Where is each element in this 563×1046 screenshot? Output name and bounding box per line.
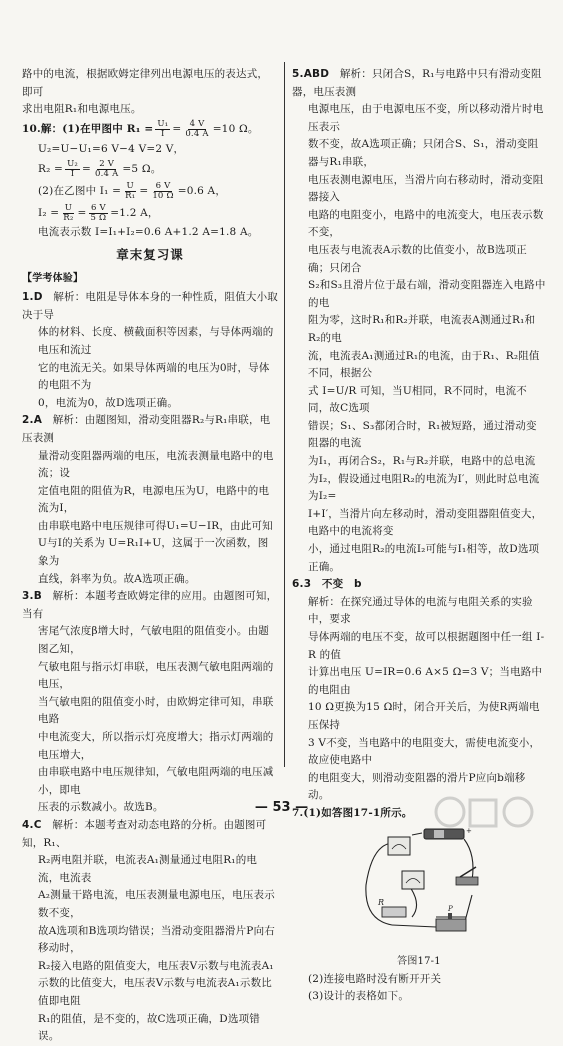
right-answer-line: 阻为零，这时R₁和R₂并联，电流表A测通过R₁和R₂的电 xyxy=(308,314,536,344)
right-answer-item xyxy=(292,576,546,805)
right-answer-number: 6.3 不变 b xyxy=(292,578,362,591)
right-answer-line xyxy=(292,576,546,594)
left-answer-item xyxy=(22,588,278,817)
left-answer-line: 由串联电路中电压规律可得U₁=U−IR，由此可知 xyxy=(38,519,273,532)
q10-r1-equation: 10.解：(1)在甲图中 R₁ = $\frac{\text{U₁}}{I}$ = $\frac{4 V}{0.4 A}$ =10 Ω。 xyxy=(22,119,259,140)
left-answer-line: 由串联电路中电压规律知，气敏电阻两端的电压减小，即电 xyxy=(38,766,274,796)
left-answer-line: 它的电流无关。如果导体两端的电压为0时，导体的电阻不为 xyxy=(38,361,270,392)
left-answer-item xyxy=(22,412,278,588)
right-column xyxy=(292,66,546,1006)
circuit-diagram xyxy=(352,825,482,945)
voltmeter-icon xyxy=(388,837,410,855)
circuit-wire-bottom xyxy=(392,925,436,927)
left-answer-line: 气敏电阻与指示灯串联，电压表测气敏电阻两端的电压， xyxy=(38,660,274,691)
left-answer-number: 4.C xyxy=(22,818,53,831)
left-answer-line: 2.A 解析：由题图知，滑动变阻器R₂与R₁串联，电压表测 xyxy=(22,414,271,444)
intro-line-1: 路中的电流，根据欧姆定律列出电源电压的表达式，即可 xyxy=(22,68,269,98)
right-answer-line: 数不变，故A选项正确；只闭合S、S₁，滑动变阻器与R₁串联， xyxy=(308,138,539,168)
svg-text:+: + xyxy=(466,826,473,835)
right-answer-line: 为I₁，再闭合S₂，R₁与R₂并联，电路中的总电流 xyxy=(308,455,536,468)
q10-i1-equation: (2)在乙图中 I₁ = $\frac{U}{\text{R₁}}$ = $\frac{6 V}{10 \Omega}$ =0.6 A， xyxy=(38,180,227,201)
right-answer-line: 计算出电压 U=IR=0.6 A×5 Ω=3 V；当电路中的电阻由 xyxy=(308,666,543,696)
rheostat-icon xyxy=(436,905,466,931)
section-heading: 【学考体验】 xyxy=(22,272,84,284)
left-answer-number: 2.A xyxy=(22,414,53,427)
q10-i2-equation: I₂ = $\frac{U}{\text{R₂}}$ = $\frac{6 V}{5 \Omega}$ =1.2 A， xyxy=(38,202,159,223)
left-answer-line: 0，电流为0，故D选项正确。 xyxy=(38,396,179,409)
right-answer-line: 10 Ω更换为15 Ω时，闭合开关后，为使R两端电压保持 xyxy=(308,701,540,731)
circuit-wire-top xyxy=(412,833,422,835)
right-answer-line: 电源电压，由于电源电压不变，所以移动滑片时电压表示 xyxy=(308,103,544,133)
right-answer-line: 电压表与电流表A示数的比值变小，故B选项正确；只闭合 xyxy=(308,243,527,274)
left-column xyxy=(22,66,278,1046)
right-answer-line: 错误；S₁、S₃都闭合时，R₁被短路，通过滑动变阻器的电流 xyxy=(308,419,537,450)
resistor-icon xyxy=(377,898,406,917)
right-answer-line: 式 I=U/R 可知，当U相同，R不同时，电流不同，故C选项 xyxy=(308,384,527,415)
left-answer-number: 1.D xyxy=(22,291,54,304)
left-answer-line: 直线，斜率为负。故A选项正确。 xyxy=(38,572,196,585)
circuit-wire-middle xyxy=(410,887,417,917)
intro-line-2: 求出电阻R₁和电源电压。 xyxy=(22,103,142,116)
right-answer-line: 电压表测电源电压，当滑片向右移动时，滑动变阻器接入 xyxy=(308,173,544,204)
left-answer-line: R₁的阻值，是不变的，故C选项正确，D选项错误。 xyxy=(38,1012,260,1043)
left-answer-item xyxy=(22,289,278,412)
left-answer-line: 体的材料、长度、横截面积等因素，与导体两端的电压和流过 xyxy=(38,326,274,356)
left-answer-line: R₂两电阻并联，电流表A₁测量通过电阻R₁的电流，电流表 xyxy=(38,854,258,884)
right-answer-line: 导体两端的电压不变，故可以根据题图中任一组 I-R 的值 xyxy=(308,631,545,661)
left-answer-line: 定值电阻的阻值为R，电源电压为U，电路中的电流为I， xyxy=(38,484,270,515)
right-answer-list xyxy=(292,66,546,805)
left-answer-line: R₂接入电路的阻值变大，电压表V示数与电流表A₁ xyxy=(38,959,274,972)
left-answer-list xyxy=(22,289,278,1046)
q10-r1-fraction: $\frac{\text{U₁}}{I}$ xyxy=(157,119,169,140)
left-answer-line: 故A选项和B选项均错误；当滑动变阻器滑片P向右移动时， xyxy=(38,924,275,955)
right-answer-line: I+I′，当滑片向左移动时，滑动变阻器阻值变大，电路中的电流将变 xyxy=(308,507,543,538)
switch-icon xyxy=(456,867,478,885)
figure-caption: 答图17-1 xyxy=(397,956,441,968)
right-answer-line: 流，电流表A₁测通过R₁的电流，由于R₁、R₂阻值不同，根据公 xyxy=(308,349,540,380)
right-answer-line: 3 V不变，当电路中的电阻变大，需使电流变小，故应使电路中 xyxy=(308,736,541,767)
page-number: — 53 — xyxy=(254,800,309,815)
right-answer-line: 小，通过电阻R₂的电流I₂可能与I₁相等，故D选项正确。 xyxy=(308,543,540,573)
q7-part-3: (3)设计的表格如下。 xyxy=(308,990,410,1003)
chapter-title: 章末复习课 xyxy=(116,246,184,262)
left-answer-line: 压表的示数减小。故选B。 xyxy=(38,801,164,814)
left-answer-line: 中电流变大，所以指示灯亮度增大；指示灯两端的电压增大， xyxy=(38,731,274,761)
left-answer-line: 当气敏电阻的阻值变小时，由欧姆定律可知，串联电路 xyxy=(38,695,274,726)
right-answer-line: 电路的电阻变小，电路中的电流变大，电压表示数不变， xyxy=(308,208,544,239)
q7-head: 7.(1)如答图17-1所示。 xyxy=(292,806,413,819)
q10-r2-equation: R₂ = $\frac{\text{U₂}}{I}$ = $\frac{2 V}{0.4 A}$ =5 Ω。 xyxy=(38,158,162,179)
left-answer-line: 量滑动变阻器两端的电压，电流表测量电路中的电流；设 xyxy=(38,449,274,480)
right-answer-line: 解析：在探究通过导体的电流与电阻关系的实验中，要求 xyxy=(308,595,533,626)
svg-text:R: R xyxy=(378,897,385,907)
left-answer-line: 3.B 解析：本题考查欧姆定律的应用。由题图可知，当有 xyxy=(22,590,278,620)
left-answer-line: 4.C 解析：本题考查对动态电路的分析。由题图可知，R₁、 xyxy=(22,818,267,849)
right-answer-line: 为I₂，假设通过电阻R₂的电流为I′，则此时总电流为I₂= xyxy=(308,472,540,503)
column-divider xyxy=(284,62,285,767)
left-answer-number: 3.B xyxy=(22,590,53,603)
right-answer-line: 的电阻变大，则滑动变阻器的滑片P应向b端移动。 xyxy=(308,771,526,802)
q10-head: 10.解：(1)在甲图中 R₁ = xyxy=(22,122,154,135)
left-answer-line: 1.D 解析：电阻是导体本身的一种性质，阻值大小取决于导 xyxy=(22,291,279,321)
q7-part-2: (2)连接电路时没有断开开关 xyxy=(308,972,442,985)
q10-u2: U₂=U−U₁=6 V−4 V=2 V， xyxy=(38,142,185,155)
left-answer-line: 示数的比值变大，电压表V示数与电流表A₁示数比值即电阻 xyxy=(38,977,272,1007)
right-answer-line: S₂和S₃且滑片位于最右端，滑动变阻器连入电路中的电 xyxy=(308,279,546,309)
left-answer-line: A₂测量干路电流，电压表测量电源电压，电压表示数不变， xyxy=(38,889,275,919)
right-answer-item xyxy=(292,66,546,576)
svg-text:P: P xyxy=(448,904,453,913)
left-answer-line: 害尾气浓度β增大时，气敏电阻的阻值变小。由题图乙知， xyxy=(38,625,269,656)
ammeter-icon xyxy=(402,871,424,889)
q10-r1-value-fraction: $\frac{4 V}{0.4 A}$ xyxy=(185,119,209,140)
right-answer-line: 5.ABD 解析：只闭合S，R₁与电路中只有滑动变阻器，电压表测 xyxy=(292,68,542,98)
right-answer-number: 5.ABD xyxy=(292,68,340,80)
q10-total: 电流表示数 I=I₁+I₂=0.6 A+1.2 A=1.8 A。 xyxy=(38,226,259,239)
left-answer-item xyxy=(22,817,278,1046)
watermark-logo xyxy=(430,790,550,840)
left-answer-line: U与I的关系为 U=R₁I+U，这属于一次函数，图象为 xyxy=(38,537,269,568)
